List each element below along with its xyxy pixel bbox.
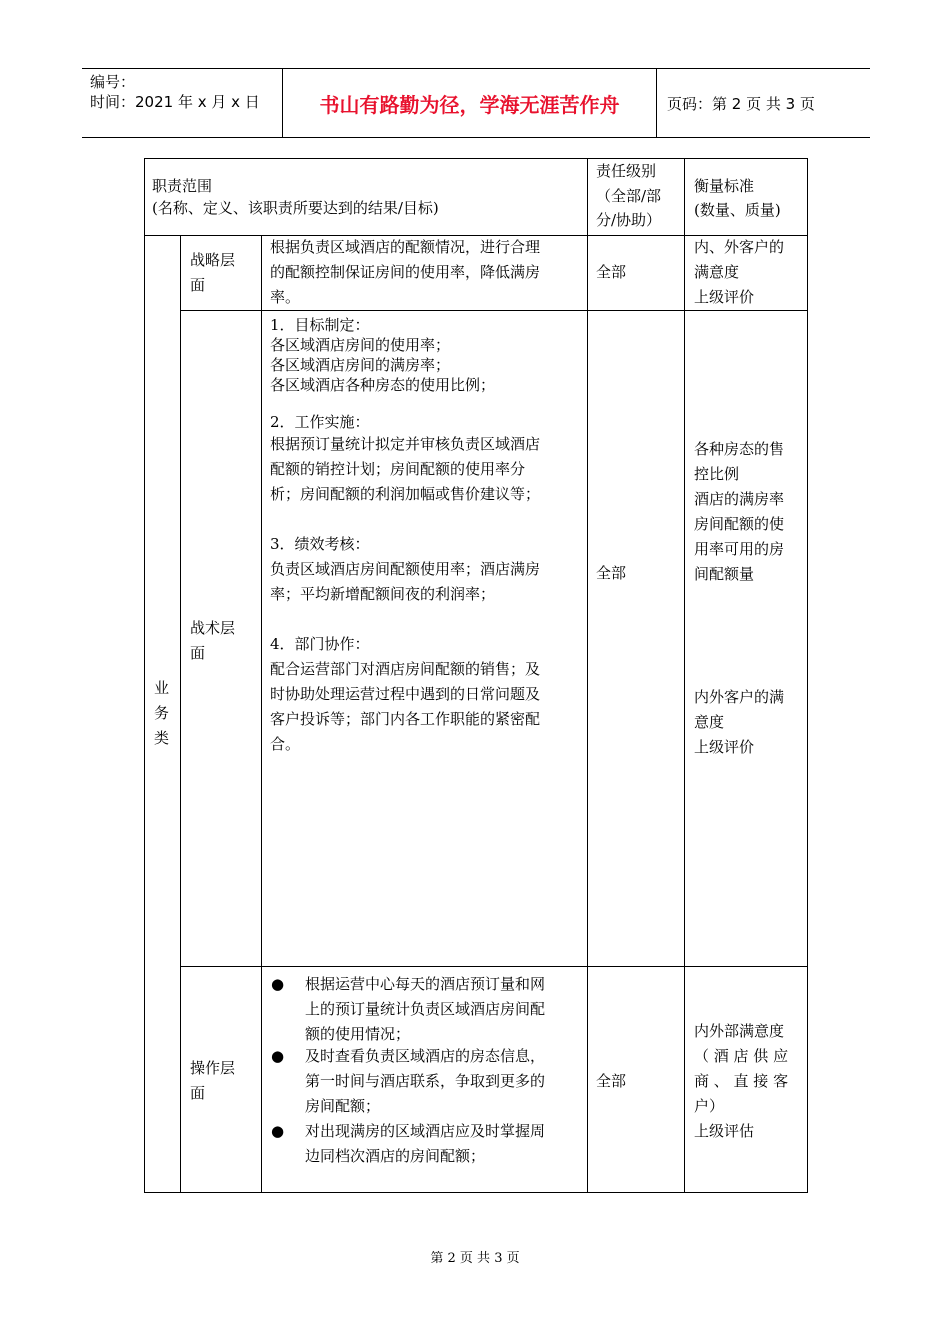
tactical-measure-b-line: 上级评价 <box>694 738 755 756</box>
tactical-section4-line: 合。 <box>270 735 301 753</box>
tactical-measure-b-line: 内外客户的满 <box>694 688 785 706</box>
tactical-section4-line: 配合运营部门对酒店房间配额的销售；及 <box>270 660 541 678</box>
strategic-measure-line: 上级评价 <box>694 288 755 306</box>
header-measure-title: 衡量标准 <box>694 177 755 195</box>
header-page-info: 页码：第 2 页 共 3 页 <box>667 94 815 113</box>
header-meta <box>82 69 283 137</box>
operational-bullet-line: 对出现满房的区域酒店应及时掌握周 <box>305 1122 546 1140</box>
page-footer: 第 2 页 共 3 页 <box>430 1251 520 1266</box>
operational-measure-line: 商 、 直 接 客 <box>694 1072 789 1090</box>
bullet-icon: ● <box>271 1122 285 1140</box>
tactical-section1-line: 各区域酒店房间的满房率； <box>270 356 451 374</box>
tactical-section1-title: 1．目标制定： <box>270 316 370 334</box>
operational-measure-line: （ 酒 店 供 应 <box>694 1047 789 1065</box>
strategic-content-line: 的配额控制保证房间的使用率，降低满房 <box>270 263 541 281</box>
tactical-section3-title: 3．绩效考核： <box>270 535 370 553</box>
page-header <box>82 68 870 138</box>
time-label: 时间：2021 年 x 月 x 日 <box>90 93 260 111</box>
header-motto: 书山有路勤为径，学海无涯苦作舟 <box>283 69 657 137</box>
bullet-icon: ● <box>271 975 285 993</box>
category-char-2: 务 <box>154 704 170 722</box>
tactical-level: 全部 <box>596 564 627 582</box>
operational-layer-label-2: 面 <box>190 1084 206 1102</box>
strategic-layer-label: 战略层 <box>190 251 236 269</box>
tactical-layer-label-2: 面 <box>190 644 206 662</box>
operational-bullet-line: 边同档次酒店的房间配额； <box>305 1147 486 1165</box>
tactical-measure-line: 用率可用的房 <box>694 540 785 558</box>
tactical-measure-line: 酒店的满房率 <box>694 490 785 508</box>
tactical-section4-title: 4．部门协作： <box>270 635 370 653</box>
tactical-layer-label: 战术层 <box>190 619 236 637</box>
operational-bullet-line: 上的预订量统计负责区域酒店房间配 <box>305 1000 546 1018</box>
operational-bullet-line: 额的使用情况； <box>305 1025 411 1043</box>
tactical-measure-line: 各种房态的售 <box>694 440 785 458</box>
strategic-content-line: 率。 <box>270 288 301 306</box>
operational-measure-line: 内外部满意度 <box>694 1022 785 1040</box>
tactical-measure-line: 控比例 <box>694 465 740 483</box>
header-measure-subtitle: (数量、质量) <box>694 201 781 219</box>
tactical-section4-line: 时协助处理运营过程中遇到的日常问题及 <box>270 685 541 703</box>
operational-bullet-line: 根据运营中心每天的酒店预订量和网 <box>305 975 546 993</box>
strategic-layer-label-2: 面 <box>190 276 206 294</box>
strategic-measure-line: 满意度 <box>694 263 740 281</box>
tactical-section2-line: 析；房间配额的利润加幅或售价建议等； <box>270 485 541 503</box>
header-level-line2: （全部/部 <box>596 187 662 205</box>
strategic-level: 全部 <box>596 263 627 281</box>
header-scope-subtitle: (名称、定义、该职责所要达到的结果/目标) <box>152 199 439 217</box>
number-label: 编号： <box>90 73 136 91</box>
tactical-section1-line: 各区域酒店各种房态的使用比例； <box>270 376 496 394</box>
tactical-measure-line: 房间配额的使 <box>694 515 785 533</box>
tactical-section2-line: 配额的销控计划；房间配额的使用率分 <box>270 460 526 478</box>
strategic-content-line: 根据负责区域酒店的配额情况，进行合理 <box>270 238 541 256</box>
operational-measure-line: 户） <box>694 1097 725 1115</box>
operational-bullet-line: 房间配额； <box>305 1097 381 1115</box>
tactical-section1-line: 各区域酒店房间的使用率； <box>270 336 451 354</box>
operational-measure-line: 上级评估 <box>694 1122 755 1140</box>
tactical-section2-line: 根据预订量统计拟定并审核负责区域酒店 <box>270 435 541 453</box>
tactical-measure-line: 间配额量 <box>694 565 755 583</box>
header-level-line3: 分/协助） <box>596 211 662 229</box>
tactical-measure-b-line: 意度 <box>694 713 725 731</box>
operational-level: 全部 <box>596 1072 627 1090</box>
operational-layer-label: 操作层 <box>190 1059 236 1077</box>
bullet-icon: ● <box>271 1047 285 1065</box>
header-level-title: 责任级别 <box>596 162 657 180</box>
category-char-1: 业 <box>154 679 170 697</box>
operational-bullet-line: 第一时间与酒店联系，争取到更多的 <box>305 1072 546 1090</box>
header-scope-title: 职责范围 <box>152 177 213 195</box>
tactical-section3-line: 负责区域酒店房间配额使用率；酒店满房 <box>270 560 541 578</box>
category-char-3: 类 <box>154 729 170 747</box>
responsibility-table <box>144 158 808 1193</box>
tactical-section4-line: 客户投诉等；部门内各工作职能的紧密配 <box>270 710 541 728</box>
operational-bullet-line: 及时查看负责区域酒店的房态信息， <box>305 1047 546 1065</box>
tactical-section3-line: 率；平均新增配额间夜的利润率； <box>270 585 496 603</box>
strategic-measure-line: 内、外客户的 <box>694 238 785 256</box>
tactical-section2-title: 2．工作实施： <box>270 413 370 431</box>
